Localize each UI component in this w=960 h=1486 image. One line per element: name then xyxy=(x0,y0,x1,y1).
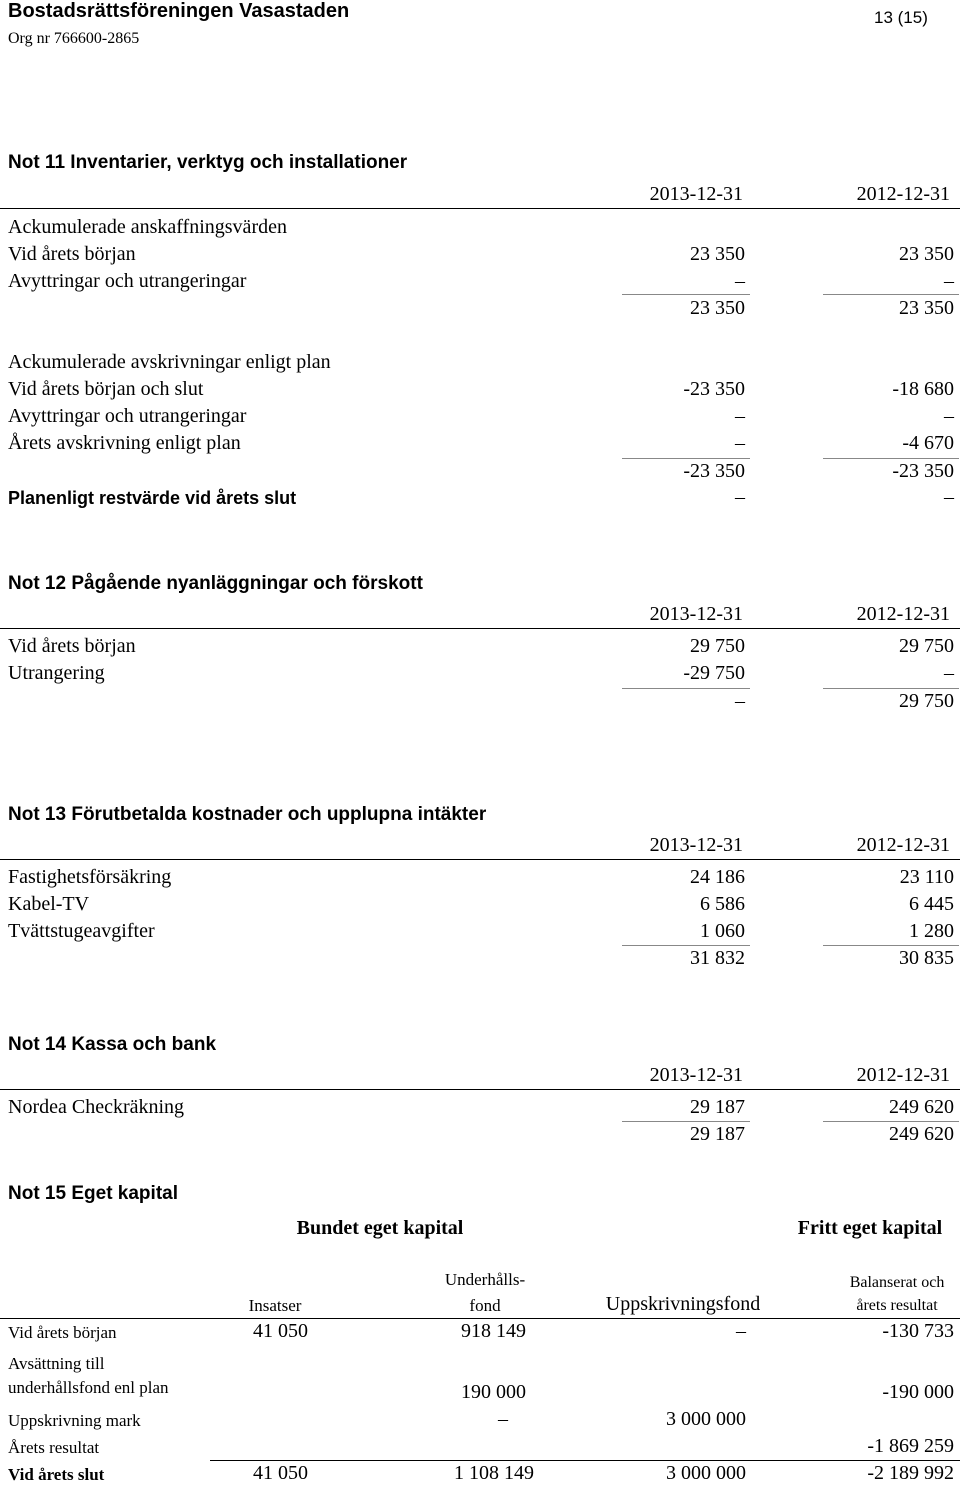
unrestricted-equity-heading: Fritt eget kapital xyxy=(797,1217,943,1239)
value-2012: -18 680 xyxy=(892,378,954,400)
underhall-value: 918 149 xyxy=(461,1320,526,1342)
row-label: Fastighetsförsäkring xyxy=(8,866,172,888)
value-2013: – xyxy=(735,486,745,508)
restricted-equity-heading: Bundet eget kapital xyxy=(296,1217,464,1239)
total-rule xyxy=(210,1460,960,1461)
row-label: Avsättning till xyxy=(8,1354,105,1373)
value-2013: – xyxy=(735,270,745,292)
value-2012: 249 620 xyxy=(889,1096,954,1118)
header-rule xyxy=(0,208,960,209)
header-rule xyxy=(0,859,960,860)
value-2013: -23 350 xyxy=(683,378,745,400)
value-2012: – xyxy=(944,486,954,508)
sum-2013: 31 832 xyxy=(690,947,745,969)
row-label: Vid årets början xyxy=(8,635,136,657)
sum-rule xyxy=(622,1121,750,1122)
col-underhall-1: Underhålls- xyxy=(444,1270,526,1289)
value-2013: 29 187 xyxy=(690,1096,745,1118)
col-2013: 2013-12-31 xyxy=(649,603,743,625)
row-label: Utrangering xyxy=(8,662,105,684)
uppskr-value: 3 000 000 xyxy=(666,1462,746,1484)
sum-2012: 30 835 xyxy=(899,947,954,969)
sum-rule xyxy=(823,945,959,946)
sum-rule xyxy=(823,458,959,459)
value-2013: 1 060 xyxy=(700,920,745,942)
col-balanserat-2: årets resultat xyxy=(856,1297,938,1314)
sum-2013: 29 187 xyxy=(690,1123,745,1145)
sum-rule xyxy=(622,945,750,946)
residual-value-label: Planenligt restvärde vid årets slut xyxy=(8,488,297,508)
balanserat-value: -190 000 xyxy=(882,1381,954,1403)
sum-2013: – xyxy=(735,690,745,712)
col-2013: 2013-12-31 xyxy=(649,834,743,856)
row-label: Avyttringar och utrangeringar xyxy=(8,405,247,427)
org-number: Org nr 766600-2865 xyxy=(8,30,140,47)
section-label: Ackumulerade anskaffningsvärden xyxy=(8,216,287,238)
sum-rule xyxy=(823,294,959,295)
value-2013: – xyxy=(735,405,745,427)
insatser-value: 41 050 xyxy=(253,1320,308,1342)
header-rule xyxy=(0,1089,960,1090)
value-2012: -4 670 xyxy=(902,432,954,454)
uppskr-value: 3 000 000 xyxy=(666,1408,746,1430)
sum-rule xyxy=(622,294,750,295)
value-2012: – xyxy=(944,405,954,427)
insatser-value: 41 050 xyxy=(253,1462,308,1484)
row-label: Vid årets början och slut xyxy=(8,378,204,400)
note-14-title: Not 14 Kassa och bank xyxy=(8,1034,217,1055)
sum-2012: 29 750 xyxy=(899,690,954,712)
row-label: Nordea Checkräkning xyxy=(8,1096,185,1118)
final-row-label: Vid årets slut xyxy=(8,1465,105,1484)
value-2013: 23 350 xyxy=(690,243,745,265)
col-balanserat-1: Balanserat och xyxy=(849,1274,945,1291)
uppskr-value: – xyxy=(736,1320,746,1342)
row-label: Uppskrivning mark xyxy=(8,1411,141,1430)
balanserat-value: -2 189 992 xyxy=(867,1462,954,1484)
col-underhall-2: fond xyxy=(469,1296,501,1315)
association-name: Bostadsrättsföreningen Vasastaden xyxy=(8,0,350,22)
value-2012: 29 750 xyxy=(899,635,954,657)
value-2013: – xyxy=(735,432,745,454)
col-uppskrivningsfond: Uppskrivningsfond xyxy=(605,1293,761,1315)
row-label: Kabel-TV xyxy=(8,893,90,915)
balanserat-value: -130 733 xyxy=(882,1320,954,1342)
note-11-title: Not 11 Inventarier, verktyg och installationer xyxy=(8,152,408,173)
value-2012: 23 350 xyxy=(899,243,954,265)
value-2012: – xyxy=(944,270,954,292)
underhall-value: – xyxy=(498,1408,508,1430)
row-label: Tvättstugeavgifter xyxy=(8,920,155,942)
balanserat-value: -1 869 259 xyxy=(867,1435,954,1457)
row-label: Årets avskrivning enligt plan xyxy=(8,432,241,454)
sum-2013: 23 350 xyxy=(690,297,745,319)
row-label: Årets resultat xyxy=(8,1438,100,1457)
section-label: Ackumulerade avskrivningar enligt plan xyxy=(8,351,331,373)
sum-2012: 249 620 xyxy=(889,1123,954,1145)
underhall-value: 1 108 149 xyxy=(454,1462,534,1484)
sum-2012: -23 350 xyxy=(892,460,954,482)
underhall-value: 190 000 xyxy=(461,1381,526,1403)
sum-rule xyxy=(823,1121,959,1122)
header-rule xyxy=(0,628,960,629)
row-label: Vid årets början xyxy=(8,1323,117,1342)
col-2013: 2013-12-31 xyxy=(649,1064,743,1086)
col-2012: 2012-12-31 xyxy=(856,1064,950,1086)
note-12-title: Not 12 Pågående nyanläggningar och förskott xyxy=(8,573,423,594)
value-2012: 1 280 xyxy=(909,920,954,942)
value-2012: 6 445 xyxy=(909,893,954,915)
col-insatser: Insatser xyxy=(248,1296,302,1315)
col-2013: 2013-12-31 xyxy=(649,183,743,205)
sum-rule xyxy=(823,688,959,689)
col-2012: 2012-12-31 xyxy=(856,834,950,856)
row-label: Avyttringar och utrangeringar xyxy=(8,270,247,292)
note-15-title: Not 15 Eget kapital xyxy=(8,1183,178,1204)
sum-rule xyxy=(622,688,750,689)
col-2012: 2012-12-31 xyxy=(856,603,950,625)
col-2012: 2012-12-31 xyxy=(856,183,950,205)
note-13-title: Not 13 Förutbetalda kostnader och upplupna intäkter xyxy=(8,804,487,825)
value-2013: 6 586 xyxy=(700,893,745,915)
value-2012: 23 110 xyxy=(899,866,954,888)
value-2013: 24 186 xyxy=(690,866,745,888)
page-number: 13 (15) xyxy=(874,8,928,27)
header-rule xyxy=(0,1318,960,1319)
sum-2013: -23 350 xyxy=(683,460,745,482)
sum-2012: 23 350 xyxy=(899,297,954,319)
row-label: Vid årets början xyxy=(8,243,136,265)
value-2013: -29 750 xyxy=(683,662,745,684)
value-2012: – xyxy=(944,662,954,684)
row-label-cont: underhållsfond enl plan xyxy=(8,1378,169,1397)
value-2013: 29 750 xyxy=(690,635,745,657)
sum-rule xyxy=(622,458,750,459)
